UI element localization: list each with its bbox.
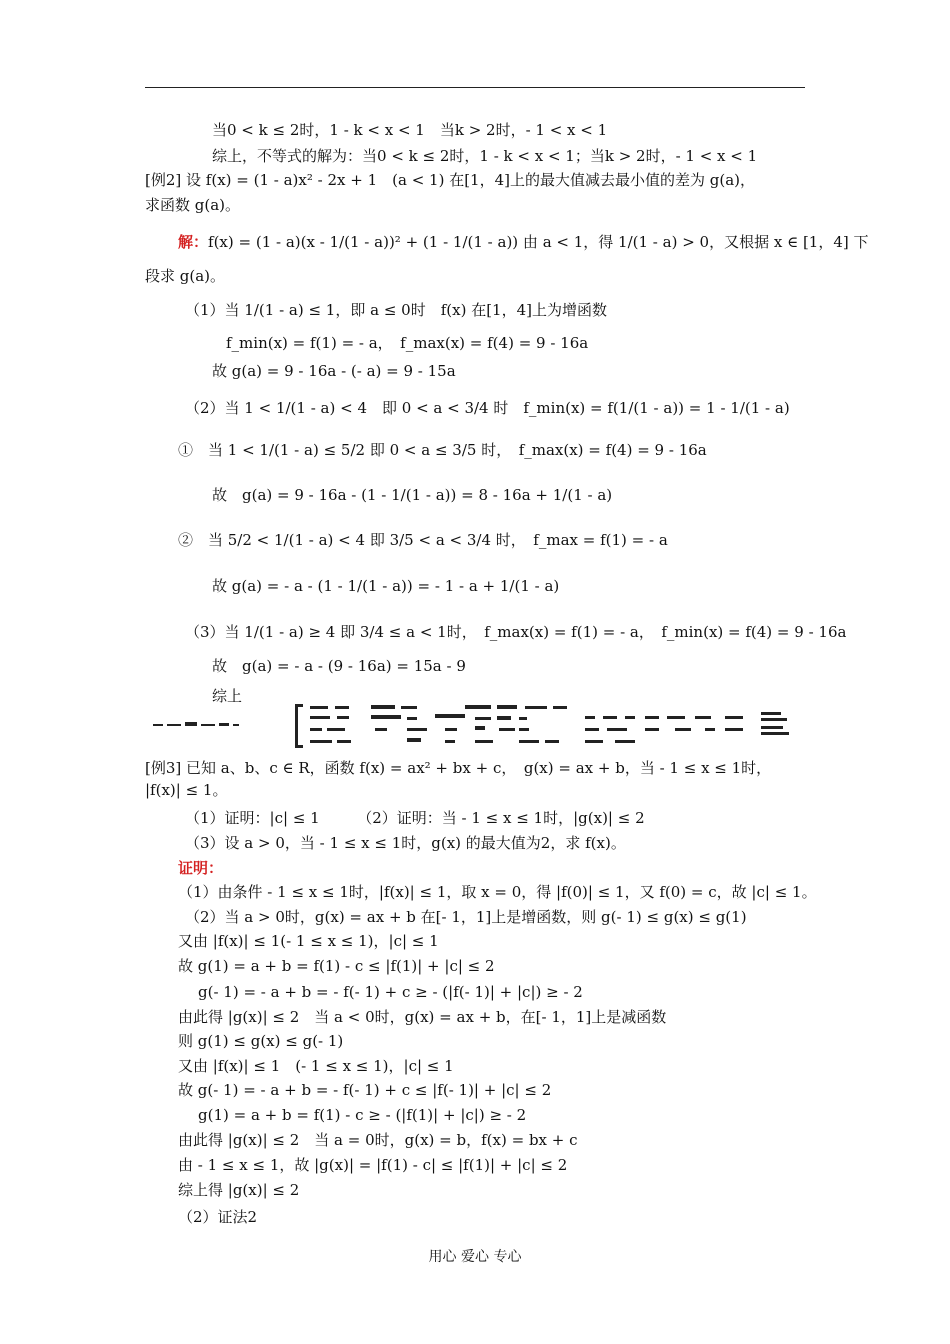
text-line: 综上，不等式的解为：当0 < k ≤ 2时，1 - k < x < 1；当k > 2时，- 1 < x < 1	[212, 147, 758, 165]
text-line: （1）当 1/(1 - a) ≤ 1，即 a ≤ 0时 f(x) 在[1，4]上为增函数	[185, 301, 607, 319]
text-line: 当0 < k ≤ 2时，1 - k < x < 1 当k > 2时，- 1 < x < 1	[212, 121, 608, 139]
text-line: |f(x)| ≤ 1。	[145, 781, 228, 799]
text-line: （1）由条件 - 1 ≤ x ≤ 1时，|f(x)| ≤ 1，取 x = 0，得 |f(0)| ≤ 1，又 f(0) = c，故 |c| ≤ 1。	[178, 883, 817, 901]
text-line: 由此得 |g(x)| ≤ 2 当 a < 0时，g(x) = ax + b，在[- 1，1]上是减函数	[178, 1008, 667, 1026]
text-line: ② 当 5/2 < 1/(1 - a) < 4 即 3/5 < a < 3/4 时， f_max = f(1) = - a	[178, 531, 668, 549]
text-line: 又由 |f(x)| ≤ 1(- 1 ≤ x ≤ 1)，|c| ≤ 1	[178, 932, 439, 950]
text-line: 故 g(a) = - a - (1 - 1/(1 - a)) = - 1 - a + 1/(1 - a)	[212, 577, 560, 595]
text-line: （1）证明：|c| ≤ 1 （2）证明：当 - 1 ≤ x ≤ 1时，|g(x)| ≤ 2	[185, 809, 645, 827]
text-line: （2）当 a > 0时，g(x) = ax + b 在[- 1，1]上是增函数，则 g(- 1) ≤ g(x) ≤ g(1)	[185, 908, 747, 926]
text-line: 故 g(1) = a + b = f(1) - c ≤ |f(1)| + |c| ≤ 2	[178, 957, 495, 975]
text-line: 由 - 1 ≤ x ≤ 1，故 |g(x)| = |f(1) - c| ≤ |f(1)| + |c| ≤ 2	[178, 1156, 568, 1174]
text-line: g(1) = a + b = f(1) - c ≥ - (|f(1)| + |c|) ≥ - 2	[198, 1106, 527, 1124]
example-3-heading: [例3] 已知 a、b、c ∈ R，函数 f(x) = ax² + bx + c， g(x) = ax + b，当 - 1 ≤ x ≤ 1时，	[145, 759, 772, 777]
text-line: 故 g(a) = 9 - 16a - (- a) = 9 - 15a	[212, 362, 456, 380]
text-line: 又由 |f(x)| ≤ 1 (- 1 ≤ x ≤ 1)，|c| ≤ 1	[178, 1057, 454, 1075]
text-line: 求函数 g(a)。	[145, 196, 241, 214]
solution-label: 解：	[178, 233, 209, 251]
text-line: f(x) = (1 - a)(x - 1/(1 - a))² + (1 - 1/(1 - a)) 由 a < 1，得 1/(1 - a) > 0，又根据 x ∈ [1，4] 下	[208, 233, 869, 251]
text-line: 段求 g(a)。	[145, 267, 226, 285]
text-line: 综上得 |g(x)| ≤ 2	[178, 1181, 300, 1199]
proof-label: 证明：	[178, 859, 224, 877]
text-line: （3）当 1/(1 - a) ≥ 4 即 3/4 ≤ a < 1时， f_max(x) = f(1) = - a， f_min(x) = f(4) = 9 - 16a	[185, 623, 847, 641]
text-line: （3）设 a > 0，当 - 1 ≤ x ≤ 1时，g(x) 的最大值为2，求 f(x)。	[185, 834, 626, 852]
header-rule	[145, 87, 805, 88]
text-line: 故 g(- 1) = - a + b = - f(- 1) + c ≤ |f(- 1)| + |c| ≤ 2	[178, 1081, 552, 1099]
text-line: （2）当 1 < 1/(1 - a) < 4 即 0 < a < 3/4 时 f_min(x) = f(1/(1 - a)) = 1 - 1/(1 - a)	[185, 399, 790, 417]
text-line: 由此得 |g(x)| ≤ 2 当 a = 0时，g(x) = b，f(x) = bx + c	[178, 1131, 578, 1149]
text-line: g(- 1) = - a + b = - f(- 1) + c ≥ - (|f(- 1)| + |c|) ≥ - 2	[198, 983, 583, 1001]
text-line: ① 当 1 < 1/(1 - a) ≤ 5/2 即 0 < a ≤ 3/5 时， f_max(x) = f(4) = 9 - 16a	[178, 441, 707, 459]
example-2-heading: [例2] 设 f(x) = (1 - a)x² - 2x + 1 (a < 1) 在[1，4]上的最大值减去最小值的差为 g(a)，	[145, 171, 755, 189]
page-footer: 用心 爱心 专心	[428, 1249, 522, 1265]
text-line: 则 g(1) ≤ g(x) ≤ g(- 1)	[178, 1032, 344, 1050]
text-line: f_min(x) = f(1) = - a， f_max(x) = f(4) = 9 - 16a	[226, 334, 589, 352]
text-line: 综上	[212, 687, 243, 705]
garbled-piecewise-formula-image	[145, 700, 805, 752]
text-line: 故 g(a) = - a - (9 - 16a) = 15a - 9	[212, 657, 466, 675]
text-line: （2）证法2	[178, 1208, 258, 1226]
text-line: 故 g(a) = 9 - 16a - (1 - 1/(1 - a)) = 8 - 16a + 1/(1 - a)	[212, 486, 613, 504]
